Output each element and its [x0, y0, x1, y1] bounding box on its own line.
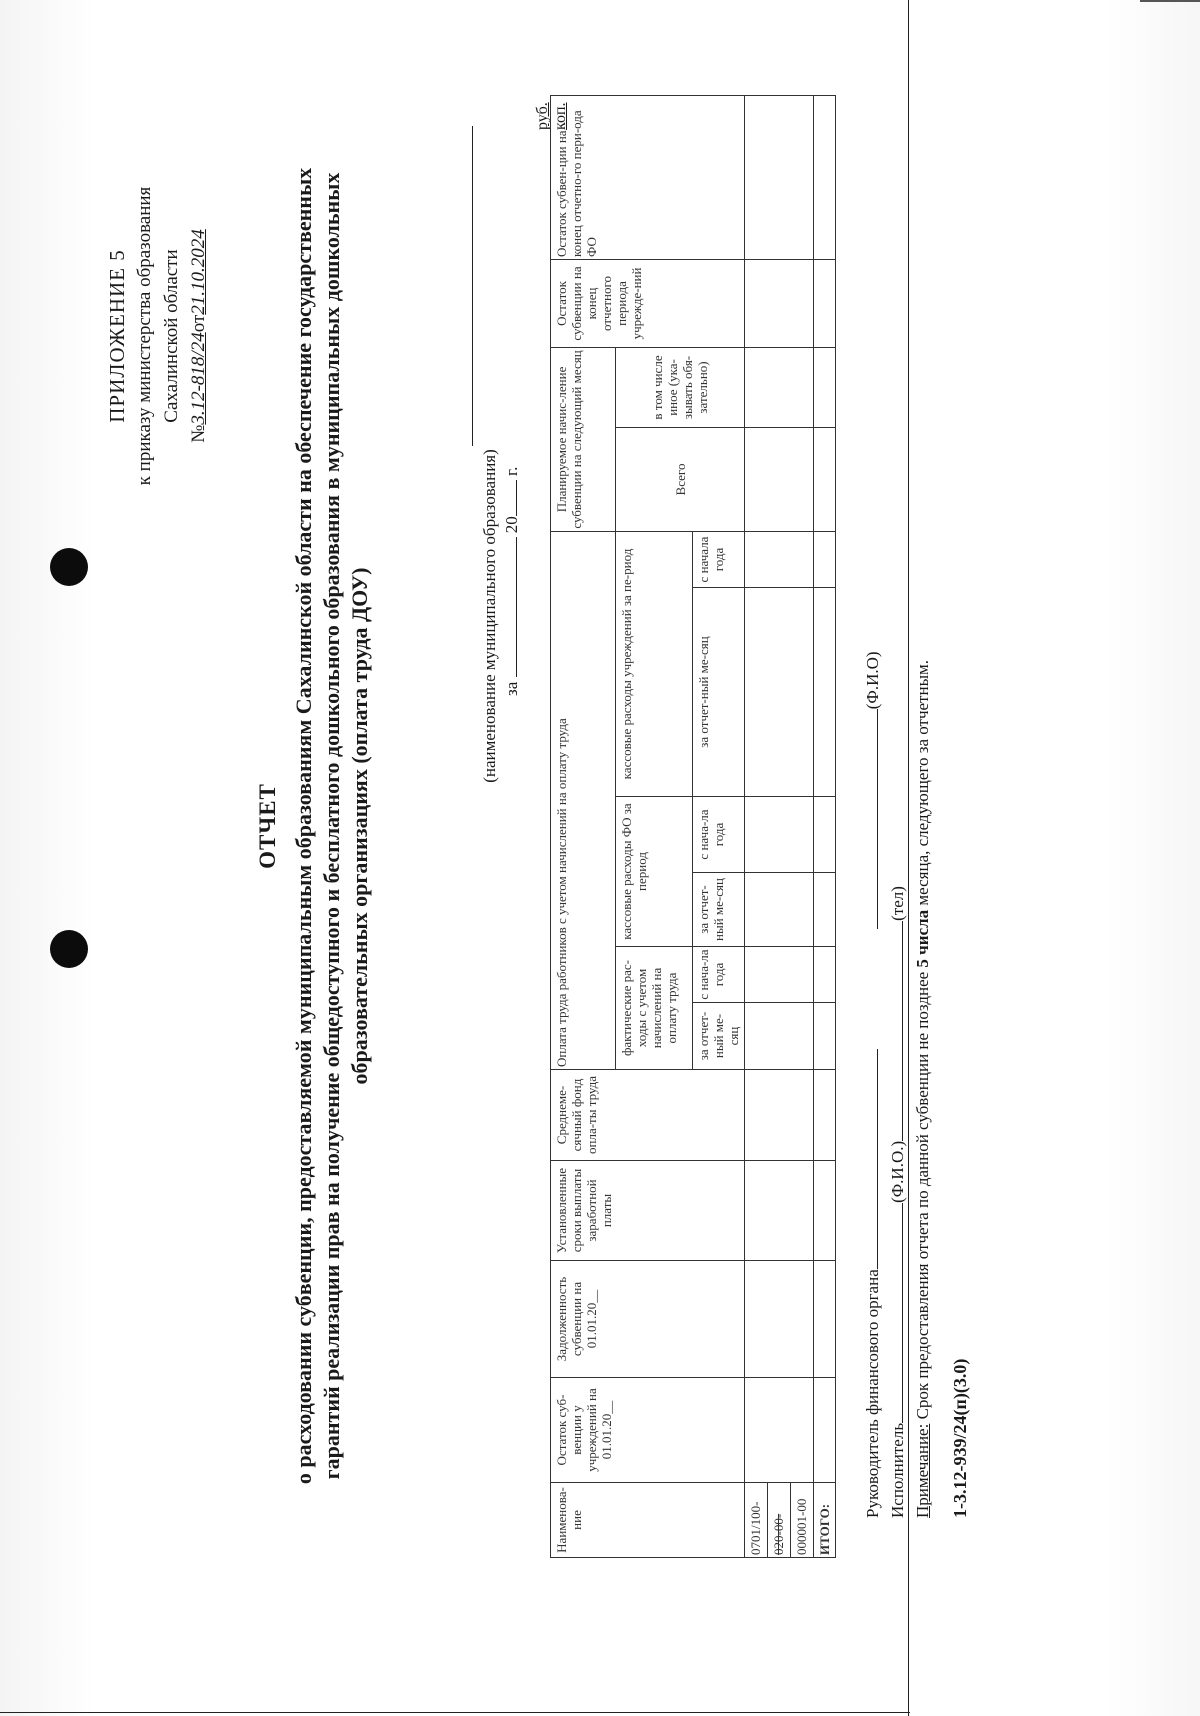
header-pay-dates: Установленные сроки выплаты заработной платы [551, 1161, 745, 1261]
header-inst-balance-end: Остаток субвенции на конец отчетного периода учрежде-ний [551, 259, 745, 347]
period-prefix: за [502, 681, 521, 696]
header-actual: фактические рас-ходы с учетом начислений на оплату труда [616, 947, 693, 1070]
report-table [550, 95, 836, 1558]
currency-unit: руб. коп. [534, 102, 569, 130]
order-date: 21.10.2024 [188, 229, 209, 315]
year-blank [502, 480, 517, 516]
report-title-block [254, 136, 374, 1516]
header-cash-fo: кассовые расходы ФО за период [616, 797, 693, 947]
header-planned-total: Всего [616, 427, 745, 531]
signature-block [860, 218, 935, 1518]
header-cash-inst-year: с начала года [693, 531, 745, 587]
punch-hole-bottom [50, 930, 88, 968]
period-year-suffix: г. [502, 466, 521, 476]
period-year-prefix: 20 [502, 516, 521, 534]
header-cash-inst: кассовые расходы учреждений за пе-риод [616, 531, 693, 796]
header-name: Наименова-ние [551, 1483, 745, 1558]
head-signature-line [860, 218, 885, 1518]
appendix-block [104, 96, 212, 576]
period-blank [502, 537, 517, 677]
date-prefix: от [188, 314, 209, 333]
total-label: ИТОГО: [814, 1483, 836, 1558]
note-text-1: Срок предоставления отчета по данной субвенции не позднее [913, 967, 932, 1424]
report-period [502, 366, 522, 696]
head-label: Руководитель финансового органа [863, 1269, 882, 1518]
total-row [814, 95, 836, 1557]
number-prefix: № [188, 424, 209, 443]
header-planned-including: в том числе иное (ука-зывать обя-зательно) [616, 347, 745, 427]
executor-label: Исполнитель [888, 1422, 907, 1518]
appendix-number-line [185, 96, 212, 576]
executor-fio: (Ф.И.О.) [888, 1140, 907, 1203]
header-actual-month: за отчет-ный ме-сяц [693, 1003, 745, 1070]
header-planned-group: Планируемое начис-ление субвенции на следующий месяц [551, 347, 616, 531]
row-code-part-a: 0701/100- [745, 1483, 768, 1558]
header-payroll-group: Оплата труда работников с учетом начислений на оплату труда [551, 531, 616, 1069]
header-debt: Задолженность субвенции на 01.01.20__ [551, 1261, 745, 1378]
document-code: 1-3.12-939/24(п)(3.0) [950, 1358, 970, 1518]
appendix-region-line: Сахалинской области [161, 249, 182, 423]
appendix-order-line: к приказу министерства образования [134, 186, 155, 486]
report-heading: ОТЧЕТ [255, 783, 280, 869]
punch-hole-top [50, 548, 88, 586]
row-code-part-b: 020-00- [768, 1483, 791, 1558]
executor-phone: (тел) [888, 886, 907, 921]
municipality-caption: (наименование муниципального образования) [480, 449, 499, 783]
municipality-underline [472, 126, 473, 446]
note-line [910, 218, 935, 1518]
header-fo-balance-end: Остаток субвен-ции на конец отчетно-го пери-ода ФО [551, 95, 745, 259]
note-deadline: 5 числа [913, 909, 932, 968]
order-number: 3.12-818/24 [188, 332, 209, 425]
table-row [745, 95, 768, 1557]
executor-signature-line [885, 218, 910, 1518]
page-edge-horizontal [0, 1712, 910, 1713]
rotated-document [104, 76, 984, 1596]
header-balance-start: Остаток суб-венции у учреждений на 01.01.20__ [551, 1378, 745, 1483]
appendix-title: ПРИЛОЖЕНИЕ 5 [105, 249, 129, 423]
row-code-part-c: 000001-00 [791, 1483, 814, 1558]
header-cash-fo-year: с нача-ла года [693, 797, 745, 873]
header-cash-inst-month: за отчет-ный ме-сяц [693, 588, 745, 797]
note-text-2: месяца, следующего за отчетным. [913, 659, 932, 910]
header-avg-fund: Среднеме-сячный фонд опла-ты труда [551, 1070, 745, 1161]
header-cash-fo-month: за отчет-ный ме-сяц [693, 873, 745, 947]
page-edge-corner [1140, 0, 1200, 2]
report-subtitle: о расходовании субвенции, предоставляемой муниципальным образованиям Сахалинской области на обеспечение государственных гарантий реализации прав на получение общедоступного и бесплатного дошкольного образования в муниципальных дошкольных образовательных организациях (оплата труда ДОУ) [291, 167, 372, 1485]
header-actual-year: с нача-ла года [693, 947, 745, 1003]
note-label: Примечание: [913, 1423, 932, 1518]
head-fio: (Ф.И.О) [863, 651, 882, 710]
